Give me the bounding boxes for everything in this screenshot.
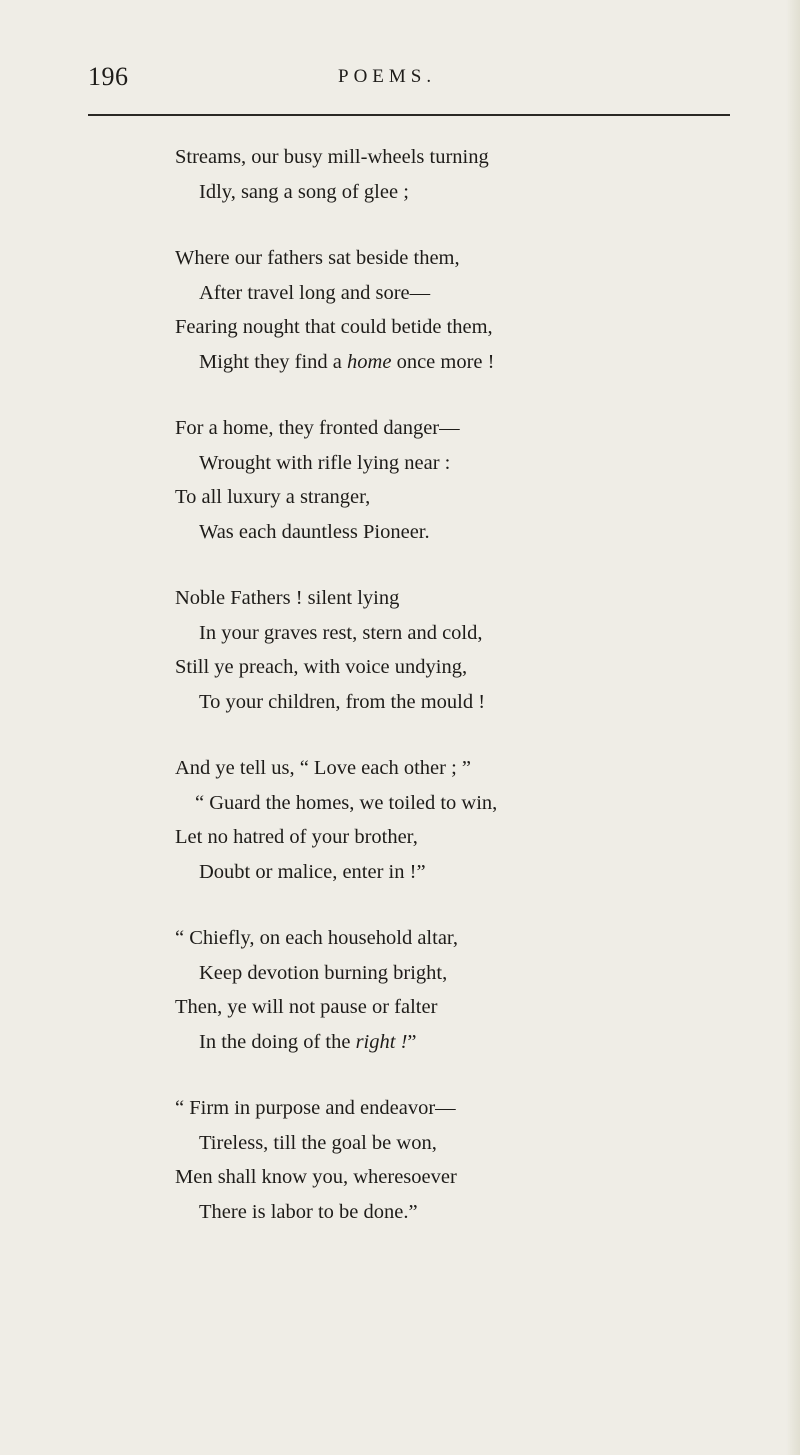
page-number: 196 — [88, 62, 129, 91]
stanza-2 — [175, 241, 695, 379]
poem-line: Wrought with rifle lying near : — [199, 451, 451, 474]
poem-line: To your children, from the mould ! — [199, 690, 486, 713]
poem-line: In your graves rest, stern and cold, — [199, 621, 483, 644]
line-text: once more ! — [391, 350, 495, 373]
stanza-4 — [175, 581, 695, 719]
poem-line: Where our fathers sat beside them, — [175, 247, 460, 269]
poem-line: Doubt or malice, enter in !” — [199, 860, 426, 883]
poem-line: To all luxury a stranger, — [175, 486, 371, 508]
poem-line — [175, 1025, 695, 1060]
line-text: ” — [407, 1030, 417, 1053]
poem-line: Still ye preach, with voice undying, — [175, 656, 468, 678]
poem-line: Was each dauntless Pioneer. — [199, 520, 430, 543]
stanza-7 — [175, 1091, 695, 1229]
poem-body — [175, 140, 695, 1261]
poem-line: “ Chiefly, on each household altar, — [175, 927, 459, 949]
poem-line: Tireless, till the goal be won, — [199, 1131, 437, 1154]
poem-line — [175, 345, 695, 380]
poem-line: Then, ye will not pause or falter — [175, 996, 438, 1018]
line-text: Might they find a — [199, 350, 348, 373]
page-header — [88, 62, 728, 102]
stanza-5 — [175, 751, 695, 889]
poem-line: Fearing nought that could betide them, — [175, 316, 493, 338]
running-title: POEMS. — [338, 66, 437, 87]
poem-line: Keep devotion burning bright, — [199, 961, 448, 984]
stanza-1 — [175, 140, 695, 209]
poem-line: “ Firm in purpose and endeavor— — [175, 1097, 456, 1119]
poem-line: “ Guard the homes, we toiled to win, — [195, 791, 498, 814]
poem-line: Idly, sang a song of glee ; — [199, 180, 409, 203]
stanza-3 — [175, 411, 695, 549]
poem-line: For a home, they fronted danger— — [175, 417, 460, 439]
poem-line: And ye tell us, “ Love each other ; ” — [175, 757, 471, 779]
poem-line: Noble Fathers ! silent lying — [175, 587, 400, 609]
poem-line: Men shall know you, wheresoever — [175, 1166, 457, 1188]
italic-emphasis: right ! — [355, 1030, 408, 1053]
poem-line: Let no hatred of your brother, — [175, 826, 418, 848]
poem-line: After travel long and sore— — [199, 281, 431, 304]
stanza-6 — [175, 921, 695, 1059]
italic-emphasis: home — [347, 350, 392, 373]
line-text: In the doing of the — [199, 1030, 356, 1053]
page-edge-shadow — [786, 0, 800, 1455]
header-rule — [88, 114, 730, 116]
poem-line: There is labor to be done.” — [199, 1200, 418, 1223]
poem-line: Streams, our busy mill-wheels turning — [175, 146, 489, 168]
